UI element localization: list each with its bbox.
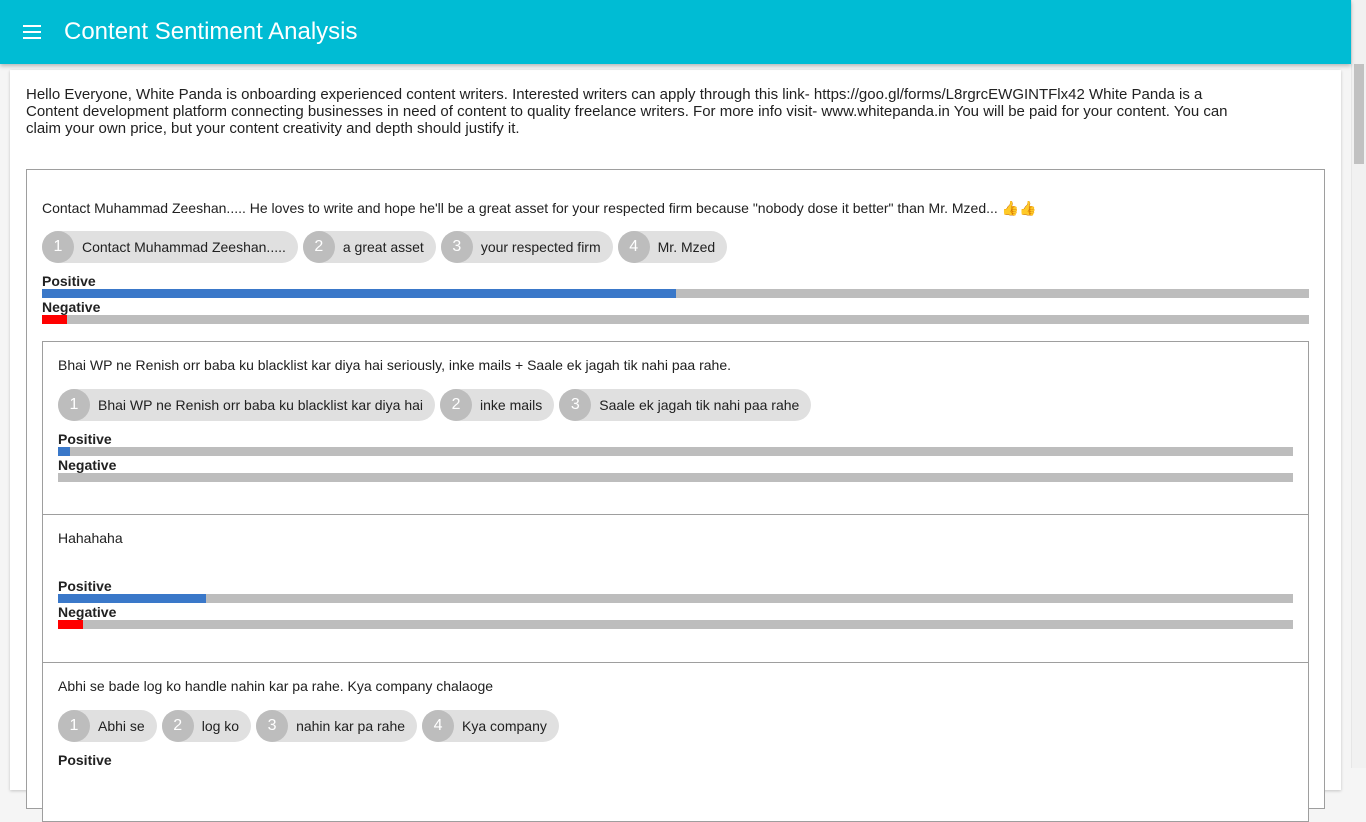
negative-bar — [58, 620, 1293, 629]
positive-label: Positive — [58, 752, 112, 768]
phrase-chip[interactable] — [256, 710, 417, 742]
chip-number: 3 — [441, 231, 473, 263]
negative-label: Negative — [58, 604, 117, 620]
comment-text: Bhai WP ne Renish orr baba ku blacklist kar diya hai seriously, inke mails + Saale ek jagah tik nahi paa rahe. — [58, 357, 732, 373]
chip-number: 1 — [42, 231, 74, 263]
phrase-chips — [42, 231, 727, 263]
chip-label: Abhi se — [98, 718, 145, 734]
phrase-chip[interactable] — [42, 231, 298, 263]
chip-number: 3 — [256, 710, 288, 742]
phrase-chip[interactable] — [303, 231, 436, 263]
reply-card — [42, 514, 1309, 663]
reply-card — [42, 341, 1309, 515]
comment-text: Abhi se bade log ko handle nahin kar pa rahe. Kya company chalaoge — [58, 678, 494, 694]
positive-fill — [58, 447, 70, 456]
positive-bar — [42, 289, 1309, 298]
chip-number: 2 — [303, 231, 335, 263]
positive-bar — [58, 594, 1293, 603]
post-card — [10, 70, 1341, 790]
chip-number: 1 — [58, 389, 90, 421]
phrase-chip[interactable] — [618, 231, 728, 263]
chip-label: log ko — [201, 718, 240, 734]
chip-label: inke mails — [480, 397, 543, 413]
positive-fill — [42, 289, 676, 298]
scroll-thumb[interactable] — [1354, 64, 1364, 164]
phrase-chip[interactable] — [559, 389, 811, 421]
positive-fill — [58, 594, 206, 603]
phrase-chip[interactable] — [440, 389, 554, 421]
negative-fill — [58, 620, 83, 629]
positive-label: Positive — [58, 578, 112, 594]
vertical-scrollbar[interactable] — [1351, 0, 1366, 768]
chip-label: a great asset — [342, 239, 424, 255]
comment-card — [26, 169, 1325, 809]
chip-number: 4 — [618, 231, 650, 263]
chip-label: Contact Muhammad Zeeshan..... — [82, 239, 286, 255]
post-text: Hello Everyone, White Panda is onboarding experienced content writers. Interested writers can apply through this link- https://goo.gl/forms/L8rgrcEWGINTFlx42 White Panda is a Content development platform connecting businesses in need of content to quality freelance writers. For more info visit- www.whitepanda.in You will be paid for your content. You can claim your own price, but your content creativity and depth should justify it. — [26, 86, 1228, 137]
phrase-chip[interactable] — [58, 389, 435, 421]
positive-label: Positive — [42, 273, 96, 289]
app-bar — [0, 0, 1351, 64]
positive-label: Positive — [58, 431, 112, 447]
chip-label: nahin kar pa rahe — [296, 718, 406, 734]
negative-label: Negative — [58, 457, 117, 473]
negative-label: Negative — [42, 299, 101, 315]
chip-label: Kya company — [462, 718, 547, 734]
comment-text: Hahahaha — [58, 530, 123, 546]
reply-card — [42, 662, 1309, 822]
negative-bar — [58, 473, 1293, 482]
phrase-chip[interactable] — [441, 231, 613, 263]
chip-number: 2 — [440, 389, 472, 421]
phrase-chip[interactable] — [162, 710, 251, 742]
chip-number: 4 — [422, 710, 454, 742]
phrase-chip[interactable] — [58, 710, 157, 742]
chip-label: your respected firm — [480, 239, 601, 255]
app-title: Content Sentiment Analysis — [64, 18, 358, 45]
phrase-chips — [58, 389, 811, 421]
negative-fill — [42, 315, 67, 324]
chip-label: Saale ek jagah tik nahi paa rahe — [599, 397, 800, 413]
phrase-chips — [58, 710, 559, 742]
chip-label: Bhai WP ne Renish orr baba ku blacklist kar diya hai — [98, 397, 424, 413]
positive-bar — [58, 447, 1293, 456]
chip-number: 3 — [559, 389, 591, 421]
chip-number: 2 — [162, 710, 194, 742]
menu-icon[interactable] — [14, 14, 50, 50]
comment-text: Contact Muhammad Zeeshan..... He loves to write and hope he'll be a great asset for your respected firm because "nobody dose it better" than Mr. Mzed... 👍👍 — [42, 200, 1037, 216]
negative-bar — [42, 315, 1309, 324]
chip-number: 1 — [58, 710, 90, 742]
phrase-chip[interactable] — [422, 710, 559, 742]
chip-label: Mr. Mzed — [657, 239, 716, 255]
